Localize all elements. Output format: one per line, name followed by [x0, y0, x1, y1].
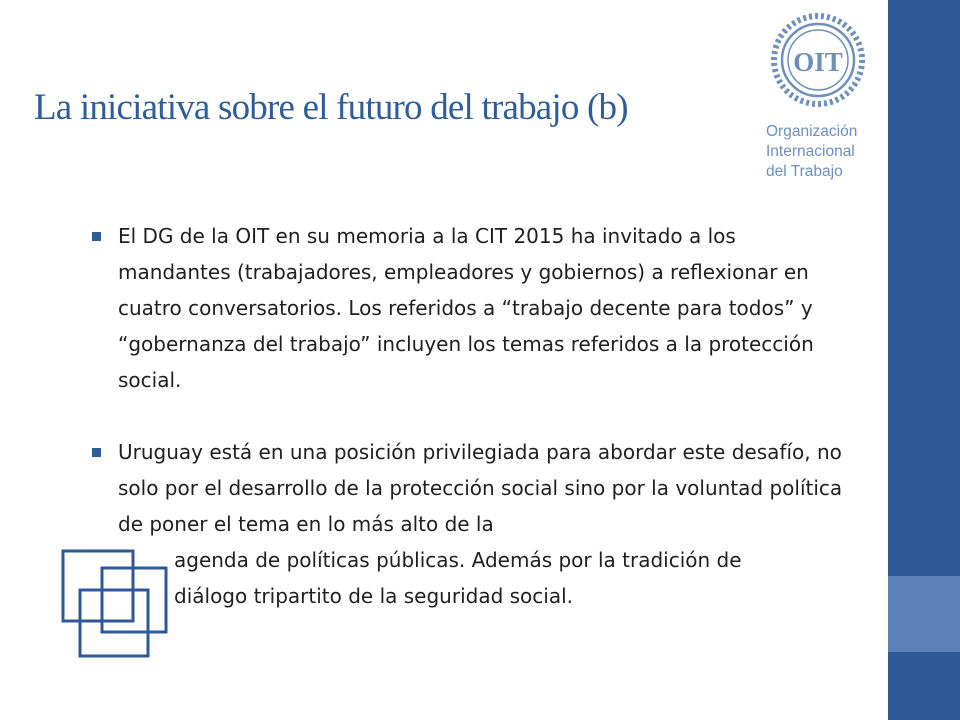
- bullet-text-continued: agenda de políticas públicas. Además por la tradición de: [174, 548, 742, 572]
- bullet-item: [90, 218, 836, 398]
- bullet-list: [90, 218, 850, 614]
- square-bullet-icon: [92, 448, 101, 457]
- logo-name-line: del Trabajo: [766, 163, 843, 180]
- square-bullet-icon: [92, 232, 101, 241]
- overlapping-squares-decoration: [60, 548, 170, 660]
- logo-emblem-text: OIT: [793, 47, 843, 77]
- logo-name-line: Internacional: [766, 143, 855, 160]
- oit-logo: [762, 8, 874, 188]
- logo-org-name: [766, 122, 878, 182]
- bullet-text: Uruguay está en una posición privilegiada para abordar este desafío, no solo por el desarrollo de la protección social sino por la voluntad política de poner el tema en lo más alto de la: [118, 440, 843, 536]
- bullet-item: [90, 434, 850, 614]
- slide-title: La iniciativa sobre el futuro del trabajo (b): [34, 87, 628, 128]
- bullet-text: El DG de la OIT en su memoria a la CIT 2015 ha invitado a los mandantes (trabajadores, empleadores y gobiernos) a reflexionar en cuatro conversatorios. Los referidos a “trabajo decente para todos” y “gobernanza del trabajo” incluyen los temas referidos a la protección social.: [118, 224, 814, 392]
- bullet-text-continued: diálogo tripartito de la seguridad social.: [174, 584, 574, 608]
- logo-name-line: Organización: [766, 123, 858, 140]
- side-band-accent: [888, 576, 960, 652]
- oit-emblem-icon: [762, 8, 874, 120]
